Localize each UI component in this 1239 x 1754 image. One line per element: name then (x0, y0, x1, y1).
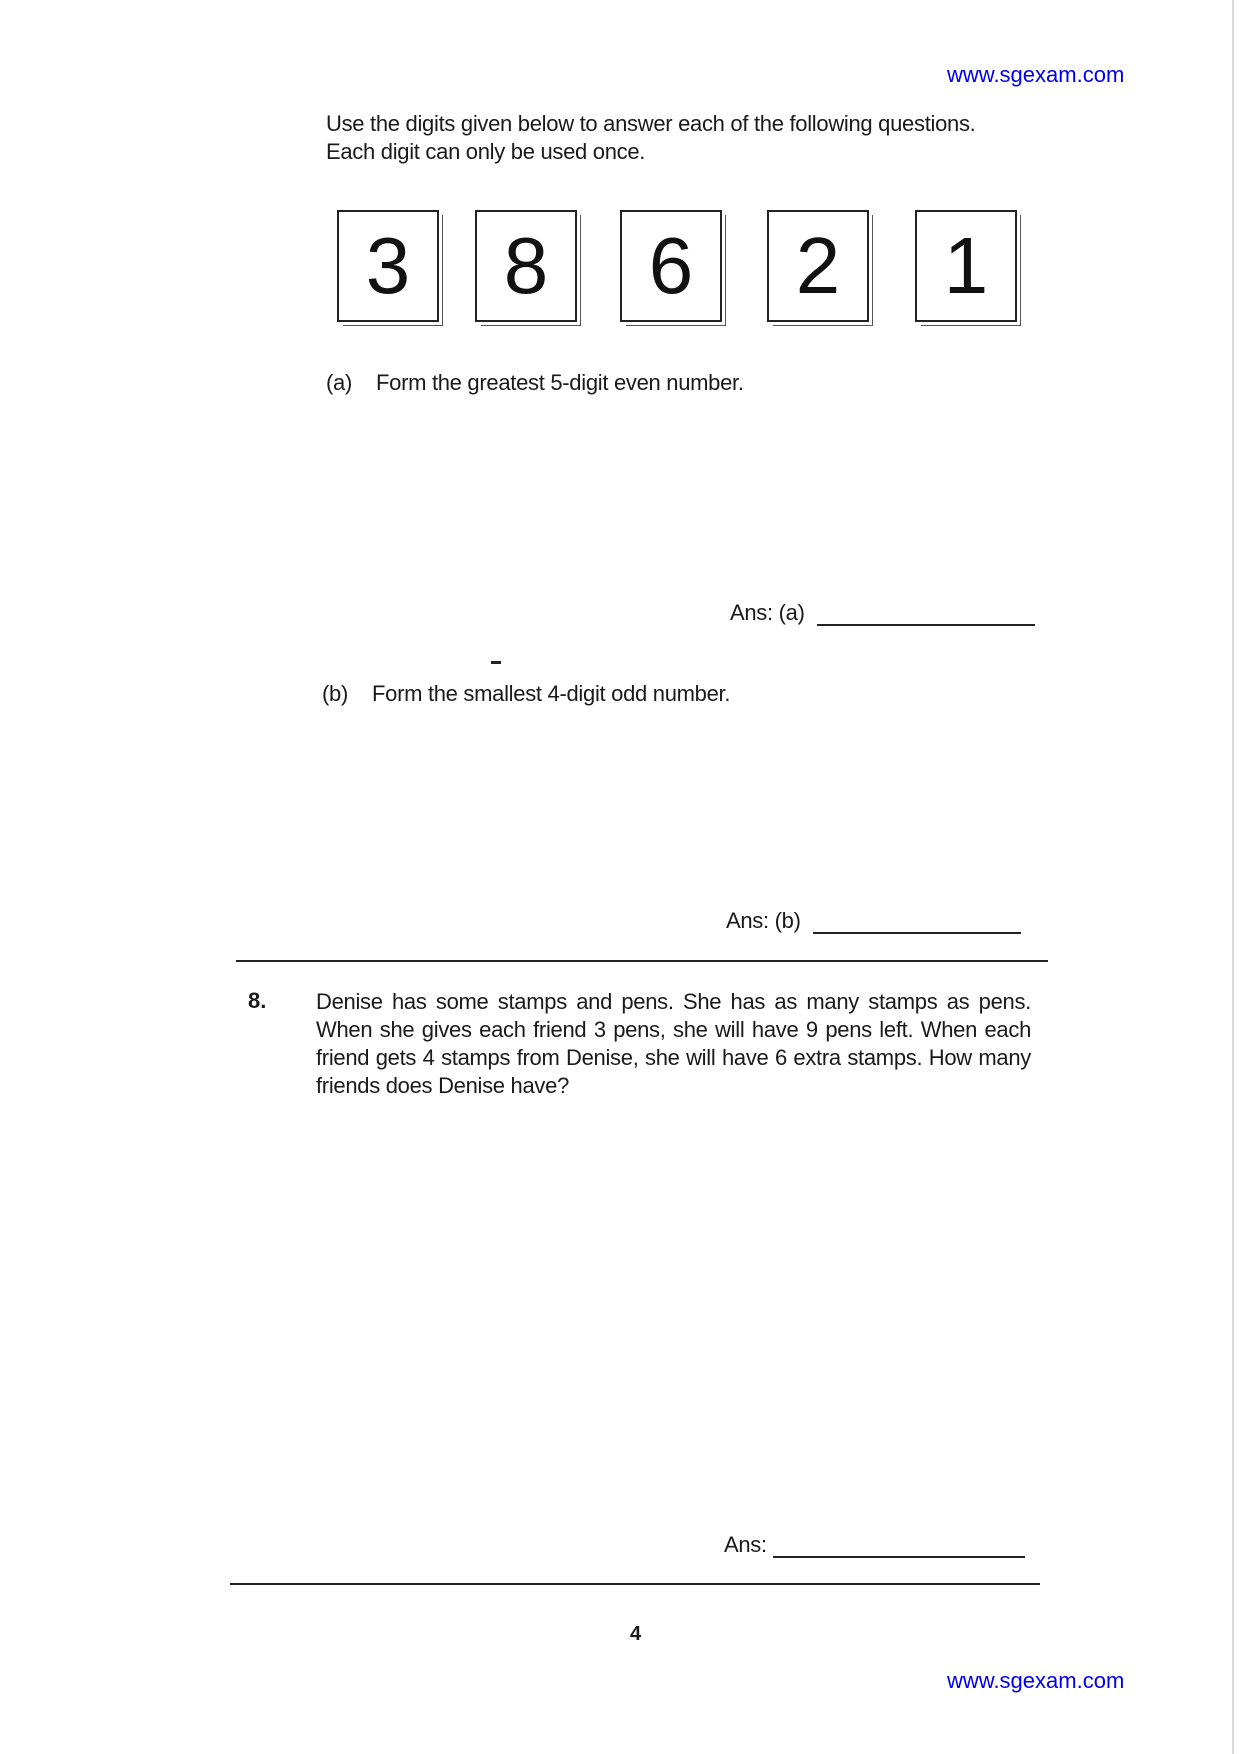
instruction-line-1: Use the digits given below to answer each of the following questions. (326, 111, 976, 136)
digit-card: 1 (915, 210, 1017, 322)
part-b-text: Form the smallest 4-digit odd number. (372, 681, 731, 706)
question-8-text: Denise has some stamps and pens. She has as many stamps as pens. When she gives each friend 3 pens, she will have 9 pens left. When each friend gets 4 stamps from Denise, she will have 6 extra stamps. How many friends does Denise have? (316, 989, 1031, 1098)
answer-8-line[interactable] (773, 1536, 1025, 1558)
page-edge (1232, 0, 1234, 1754)
part-a-text: Form the greatest 5-digit even number. (376, 370, 744, 395)
answer-b (726, 908, 1021, 934)
section-divider (236, 960, 1048, 962)
section-divider-bottom (230, 1583, 1040, 1585)
answer-a (730, 600, 1035, 626)
page-number: 4 (630, 1623, 642, 1645)
digit-card: 2 (767, 210, 869, 322)
answer-8-label: Ans: (724, 1532, 767, 1557)
answer-b-line[interactable] (813, 912, 1021, 934)
digit-cards (337, 210, 1027, 332)
scan-mark (491, 661, 501, 664)
answer-a-line[interactable] (817, 604, 1035, 626)
answer-a-label: Ans: (a) (730, 600, 805, 625)
footer-website-link[interactable]: www.sgexam.com (947, 1668, 1125, 1693)
part-b-tag: (b) (322, 681, 348, 706)
question-7a (326, 370, 744, 396)
answer-b-label: Ans: (b) (726, 908, 801, 933)
digit-card: 3 (337, 210, 439, 322)
part-a-tag: (a) (326, 370, 352, 395)
header-website-link[interactable]: www.sgexam.com (947, 62, 1125, 87)
question-8-number: 8. (248, 988, 267, 1013)
question-7-instructions (326, 110, 1066, 166)
answer-8 (724, 1532, 1025, 1558)
digit-card: 8 (475, 210, 577, 322)
digit-card: 6 (620, 210, 722, 322)
question-7b (322, 681, 730, 707)
instruction-line-2: Each digit can only be used once. (326, 139, 646, 164)
